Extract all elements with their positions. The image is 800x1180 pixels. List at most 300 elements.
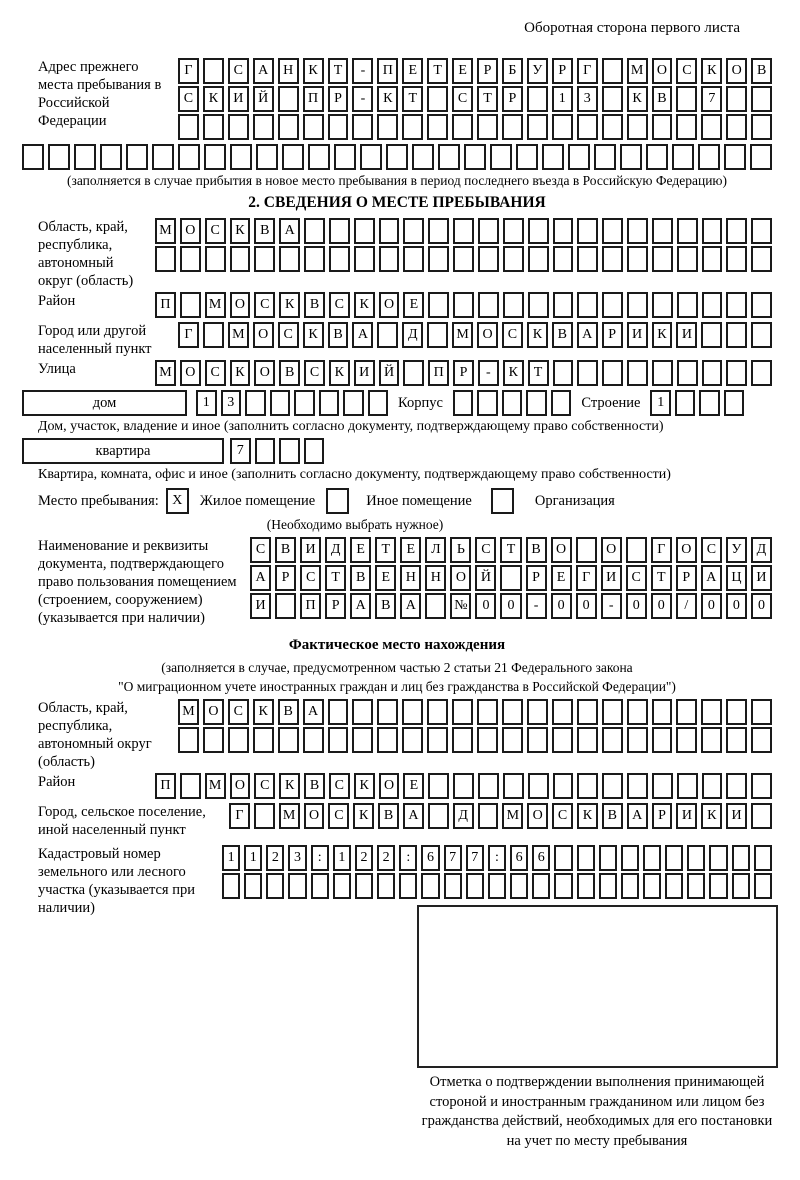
char-cell	[554, 845, 572, 871]
char-cell	[527, 86, 548, 112]
char-cell	[427, 727, 448, 753]
char-cell: Р	[275, 565, 296, 591]
char-cell: А	[627, 803, 648, 829]
char-cell	[478, 246, 499, 272]
char-cell: Д	[325, 537, 346, 563]
char-cell	[627, 114, 648, 140]
char-cell	[627, 773, 648, 799]
city-label: Город или другой населенный пункт	[38, 323, 152, 357]
char-cell	[627, 246, 648, 272]
korpus-label: Корпус	[398, 395, 443, 411]
char-cell	[254, 246, 275, 272]
char-cell	[528, 773, 549, 799]
char-cell	[377, 873, 395, 899]
char-cell	[568, 144, 590, 170]
char-grid-row	[229, 803, 772, 829]
char-cell: К	[627, 86, 648, 112]
char-cell: М	[502, 803, 523, 829]
char-cell	[253, 727, 274, 753]
char-cell: 2	[266, 845, 284, 871]
char-cell: М	[452, 322, 473, 348]
char-cell: Н	[278, 58, 299, 84]
char-cell: С	[205, 360, 226, 386]
actual-location-title: Фактическое место нахождения	[288, 637, 506, 653]
char-cell	[155, 246, 176, 272]
char-cell	[621, 845, 639, 871]
char-cell	[275, 593, 296, 619]
char-cell	[452, 114, 473, 140]
char-cell	[552, 114, 573, 140]
char-cell	[726, 246, 747, 272]
char-cell	[701, 699, 722, 725]
house-row	[22, 390, 772, 416]
char-cell	[279, 246, 300, 272]
stamp-caption-line: на учет по месту пребывания	[506, 1132, 688, 1149]
char-cell	[677, 773, 698, 799]
char-cell: Е	[403, 292, 424, 318]
char-cell	[675, 390, 696, 416]
char-cell: Б	[502, 58, 523, 84]
char-cell	[402, 699, 423, 725]
actual-region-field	[22, 699, 772, 771]
char-cell	[48, 144, 70, 170]
char-cell: 1	[650, 390, 671, 416]
char-cell	[627, 292, 648, 318]
char-cell	[702, 246, 723, 272]
char-cell: 0	[576, 593, 597, 619]
char-cell	[701, 114, 722, 140]
char-cell	[503, 218, 524, 244]
char-cell	[552, 699, 573, 725]
char-cell	[427, 114, 448, 140]
char-cell: 2	[377, 845, 395, 871]
char-cell: П	[428, 360, 449, 386]
char-cell	[751, 773, 772, 799]
char-cell	[464, 144, 486, 170]
char-cell	[304, 246, 325, 272]
char-cell	[726, 727, 747, 753]
district-label: Район	[38, 293, 76, 309]
char-cell	[256, 144, 278, 170]
char-cell	[203, 322, 224, 348]
char-cell	[702, 773, 723, 799]
char-grid-row	[155, 360, 772, 386]
house-number-cells	[196, 390, 388, 416]
char-cell: А	[250, 565, 271, 591]
apartment-box-label: квартира	[22, 438, 224, 464]
char-cell	[222, 873, 240, 899]
char-cell	[553, 246, 574, 272]
char-cell	[627, 727, 648, 753]
char-cell: И	[601, 565, 622, 591]
char-cell: 0	[651, 593, 672, 619]
char-cell	[412, 144, 434, 170]
char-cell	[402, 114, 423, 140]
char-cell	[477, 699, 498, 725]
stamp-caption-line: гражданства действий, необходимых для его постановки	[421, 1113, 773, 1129]
char-cell: :	[488, 845, 506, 871]
char-cell: 0	[626, 593, 647, 619]
char-cell	[702, 292, 723, 318]
char-cell	[282, 144, 304, 170]
char-grid-row	[178, 727, 772, 753]
char-cell: Г	[178, 58, 199, 84]
char-cell: -	[526, 593, 547, 619]
char-cell	[379, 218, 400, 244]
char-grid-row	[178, 86, 772, 112]
char-cell	[355, 873, 373, 899]
char-cell	[620, 144, 642, 170]
char-cell	[427, 86, 448, 112]
char-cell: О	[203, 699, 224, 725]
char-cell	[466, 873, 484, 899]
char-cell	[311, 873, 329, 899]
char-cell	[602, 218, 623, 244]
char-cell: В	[304, 773, 325, 799]
char-cell: Й	[379, 360, 400, 386]
char-cell	[577, 873, 595, 899]
char-cell	[602, 727, 623, 753]
char-cell	[329, 218, 350, 244]
char-cell: Т	[651, 565, 672, 591]
actual-location-note-line2: "О миграционном учете иностранных граждан и лиц без гражданства в Российской Федерации")	[118, 679, 676, 694]
char-cell: О	[379, 292, 400, 318]
char-cell: С	[254, 292, 275, 318]
char-cell	[553, 360, 574, 386]
char-cell: 1	[196, 390, 217, 416]
char-cell: М	[279, 803, 300, 829]
char-cell	[602, 773, 623, 799]
char-cell: О	[450, 565, 471, 591]
char-cell	[428, 246, 449, 272]
char-cell	[751, 218, 772, 244]
char-cell: С	[304, 360, 325, 386]
char-cell: В	[254, 218, 275, 244]
char-cell: С	[329, 292, 350, 318]
char-cell	[428, 773, 449, 799]
char-cell: С	[300, 565, 321, 591]
char-cell: Е	[403, 773, 424, 799]
char-cell	[294, 390, 315, 416]
actual-city-field	[22, 803, 772, 839]
district-field	[22, 292, 772, 320]
char-cell	[253, 114, 274, 140]
char-cell	[652, 114, 673, 140]
char-cell: Е	[402, 58, 423, 84]
char-cell: И	[726, 803, 747, 829]
char-cell	[652, 246, 673, 272]
char-cell	[453, 773, 474, 799]
char-cell: К	[577, 803, 598, 829]
char-cell: Г	[651, 537, 672, 563]
char-cell: Г	[577, 58, 598, 84]
char-grid-row	[178, 699, 772, 725]
char-grid-row	[178, 322, 772, 348]
char-cell	[724, 390, 745, 416]
char-cell: Т	[427, 58, 448, 84]
char-cell	[328, 727, 349, 753]
char-cell	[308, 144, 330, 170]
char-cell: О	[527, 803, 548, 829]
char-cell	[502, 727, 523, 753]
char-cell	[627, 360, 648, 386]
char-cell: :	[399, 845, 417, 871]
char-cell	[303, 114, 324, 140]
char-cell: Е	[551, 565, 572, 591]
char-cell: Р	[526, 565, 547, 591]
char-grid-row	[155, 773, 772, 799]
char-cell	[553, 292, 574, 318]
prev-address-note: (заполняется в случае прибытия в новое место пребывания в период последнего въезда в Российскую Федерацию)	[66, 173, 728, 188]
char-cell	[352, 727, 373, 753]
char-cell	[643, 845, 661, 871]
char-cell: Д	[453, 803, 474, 829]
char-cell	[751, 699, 772, 725]
char-cell: -	[352, 58, 373, 84]
char-cell: С	[328, 803, 349, 829]
char-cell: К	[354, 773, 375, 799]
char-cell	[646, 144, 668, 170]
prev-address-field	[22, 58, 772, 142]
char-cell	[502, 114, 523, 140]
char-cell	[677, 360, 698, 386]
char-cell	[254, 803, 275, 829]
char-cell: О	[379, 773, 400, 799]
house-caption: Дом, участок, владение и иное (заполнить согласно документу, подтверждающему право собственности)	[38, 419, 664, 434]
char-cell	[278, 86, 299, 112]
char-cell	[421, 873, 439, 899]
char-cell: М	[155, 218, 176, 244]
char-cell	[427, 322, 448, 348]
char-cell: В	[652, 86, 673, 112]
char-cell	[552, 727, 573, 753]
char-cell	[425, 593, 446, 619]
char-cell	[230, 144, 252, 170]
char-cell	[203, 58, 224, 84]
char-cell	[477, 727, 498, 753]
char-grid-row	[155, 292, 772, 318]
char-cell: Р	[328, 86, 349, 112]
actual-district-field	[22, 773, 772, 801]
char-cell	[500, 565, 521, 591]
char-cell	[751, 246, 772, 272]
char-cell: О	[230, 292, 251, 318]
option-other-premises-label: Иное помещение	[366, 492, 472, 509]
char-cell: Й	[253, 86, 274, 112]
char-cell	[444, 873, 462, 899]
stroenie-label: Строение	[581, 395, 641, 411]
region-rows	[155, 218, 772, 274]
char-cell: В	[350, 565, 371, 591]
stroenie-cells	[650, 390, 744, 416]
char-cell: 2	[355, 845, 373, 871]
char-cell	[477, 114, 498, 140]
char-cell	[627, 218, 648, 244]
char-cell	[553, 773, 574, 799]
char-cell	[726, 114, 747, 140]
char-cell	[751, 322, 772, 348]
char-cell: 0	[551, 593, 572, 619]
char-cell	[228, 727, 249, 753]
char-cell	[602, 360, 623, 386]
house-box-label: дом	[22, 390, 187, 416]
char-cell	[527, 727, 548, 753]
option-residential-label: Жилое помещение	[199, 492, 316, 509]
char-cell	[652, 218, 673, 244]
korpus-cells	[453, 390, 572, 416]
char-cell: С	[254, 773, 275, 799]
char-grid-row	[250, 537, 772, 563]
char-cell: П	[155, 292, 176, 318]
char-cell	[228, 114, 249, 140]
char-cell: С	[205, 218, 226, 244]
char-cell: Ц	[726, 565, 747, 591]
char-cell	[602, 86, 623, 112]
char-cell: В	[378, 803, 399, 829]
char-cell: О	[180, 360, 201, 386]
char-grid-row	[178, 58, 772, 84]
char-cell	[288, 873, 306, 899]
char-cell	[751, 114, 772, 140]
char-cell	[334, 144, 356, 170]
char-cell: С	[502, 322, 523, 348]
char-cell	[602, 58, 623, 84]
char-cell: В	[279, 360, 300, 386]
char-cell	[577, 114, 598, 140]
char-cell	[488, 873, 506, 899]
char-cell: У	[527, 58, 548, 84]
char-cell	[577, 218, 598, 244]
char-cell: 0	[500, 593, 521, 619]
char-cell: Т	[528, 360, 549, 386]
char-cell	[732, 873, 750, 899]
char-cell	[701, 727, 722, 753]
char-cell: С	[676, 58, 697, 84]
char-cell	[352, 699, 373, 725]
char-cell	[270, 390, 291, 416]
char-cell	[152, 144, 174, 170]
char-cell	[726, 699, 747, 725]
char-cell	[428, 803, 449, 829]
char-cell	[180, 773, 201, 799]
char-cell: Г	[576, 565, 597, 591]
char-cell: К	[230, 360, 251, 386]
char-cell	[665, 845, 683, 871]
char-cell	[677, 218, 698, 244]
char-cell	[266, 873, 284, 899]
street-field	[22, 360, 772, 388]
char-cell	[368, 390, 389, 416]
char-cell	[527, 114, 548, 140]
char-cell: 1	[244, 845, 262, 871]
char-cell	[676, 86, 697, 112]
char-cell: С	[228, 699, 249, 725]
section2-title: 2. СВЕДЕНИЯ О МЕСТЕ ПРЕБЫВАНИЯ	[248, 194, 546, 211]
char-cell: К	[303, 58, 324, 84]
prev-address-label: Адрес прежнего места пребывания в Российской Федерации	[38, 59, 162, 129]
char-cell: С	[475, 537, 496, 563]
char-cell	[621, 873, 639, 899]
char-cell: И	[627, 322, 648, 348]
char-cell: О	[304, 803, 325, 829]
char-cell	[204, 144, 226, 170]
char-cell: К	[354, 292, 375, 318]
char-cell	[178, 727, 199, 753]
char-cell	[754, 873, 772, 899]
char-cell: Т	[328, 58, 349, 84]
char-cell	[205, 246, 226, 272]
char-cell	[652, 773, 673, 799]
char-cell: С	[701, 537, 722, 563]
char-cell	[528, 292, 549, 318]
document-label: Наименование и реквизиты документа, подтверждающего право пользования помещением (строением, сооружением) (указывается при наличии)	[38, 538, 237, 626]
char-cell	[577, 727, 598, 753]
char-cell	[304, 218, 325, 244]
street-label: Улица	[38, 361, 76, 377]
stay-type-label: Место пребывания:	[38, 492, 159, 509]
char-cell: В	[375, 593, 396, 619]
checkbox-residential: X	[166, 488, 189, 514]
char-cell: О	[477, 322, 498, 348]
char-cell	[687, 873, 705, 899]
char-cell	[503, 246, 524, 272]
char-cell	[652, 699, 673, 725]
char-cell: В	[304, 292, 325, 318]
apartment-caption: Квартира, комната, офис и иное (заполнить согласно документу, подтверждающему право собственности)	[38, 467, 671, 482]
char-cell	[352, 114, 373, 140]
char-cell: Т	[477, 86, 498, 112]
char-cell	[677, 246, 698, 272]
char-cell	[490, 144, 512, 170]
char-cell: Е	[350, 537, 371, 563]
char-cell: 6	[421, 845, 439, 871]
char-cell	[502, 699, 523, 725]
char-grid-row	[155, 246, 772, 272]
char-cell	[699, 390, 720, 416]
char-cell	[377, 727, 398, 753]
char-cell: 6	[532, 845, 550, 871]
char-cell: М	[205, 292, 226, 318]
char-grid-row	[250, 593, 772, 619]
char-cell	[178, 114, 199, 140]
char-cell: /	[676, 593, 697, 619]
char-cell: Р	[453, 360, 474, 386]
actual-district-rows	[155, 773, 772, 801]
char-cell: О	[726, 58, 747, 84]
char-cell: П	[300, 593, 321, 619]
actual-city-label: Город, сельское поселение, иной населенный пункт	[38, 804, 206, 838]
char-cell	[354, 218, 375, 244]
char-cell: О	[601, 537, 622, 563]
char-cell	[751, 292, 772, 318]
char-cell: К	[701, 58, 722, 84]
actual-city-rows	[229, 803, 772, 831]
char-cell	[542, 144, 564, 170]
char-cell: Р	[552, 58, 573, 84]
char-cell: П	[155, 773, 176, 799]
char-cell: Н	[425, 565, 446, 591]
char-cell: Е	[400, 537, 421, 563]
char-cell: И	[751, 565, 772, 591]
char-cell: О	[676, 537, 697, 563]
char-cell: К	[701, 803, 722, 829]
char-cell	[627, 699, 648, 725]
actual-district-label: Район	[38, 774, 76, 790]
actual-region-label: Область, край, республика, автономный округ (область)	[38, 700, 152, 770]
char-cell: А	[279, 218, 300, 244]
char-cell	[724, 144, 746, 170]
char-cell	[360, 144, 382, 170]
